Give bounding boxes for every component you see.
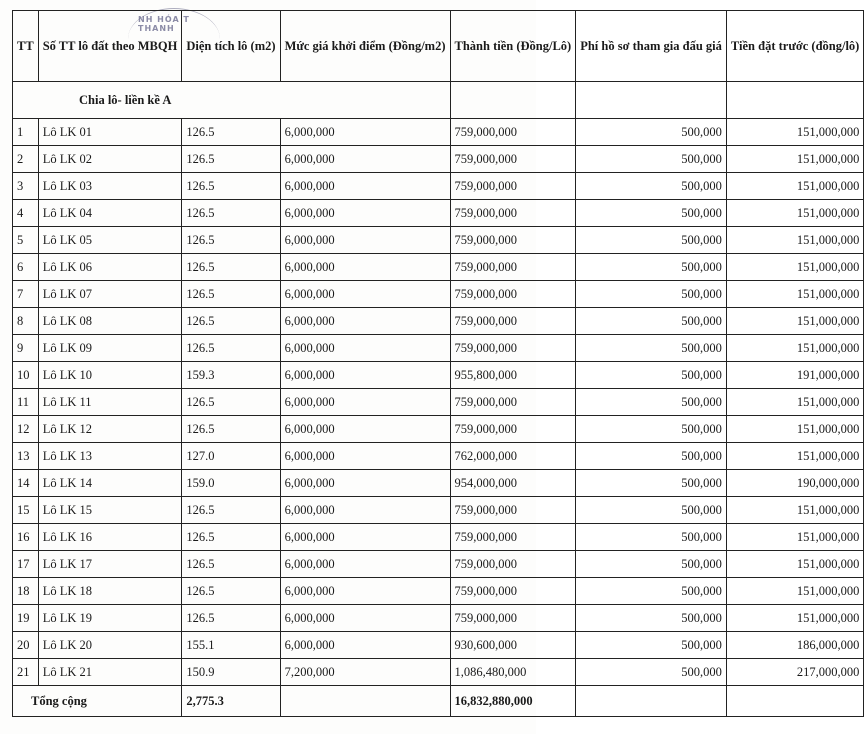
cell-fee: 500,000 xyxy=(576,389,727,416)
totals-label: Tổng cộng xyxy=(13,686,182,717)
cell-fee: 500,000 xyxy=(576,551,727,578)
cell-lot-number: Lô LK 18 xyxy=(38,578,182,605)
header-fee: Phí hồ sơ tham gia đấu giá xyxy=(576,11,727,82)
cell-area: 126.5 xyxy=(182,605,280,632)
cell-deposit: 151,000,000 xyxy=(726,146,863,173)
cell-tt: 3 xyxy=(13,173,39,200)
cell-fee: 500,000 xyxy=(576,605,727,632)
cell-starting-price: 6,000,000 xyxy=(280,470,450,497)
cell-starting-price: 6,000,000 xyxy=(280,443,450,470)
cell-fee: 500,000 xyxy=(576,524,727,551)
cell-lot-number: Lô LK 15 xyxy=(38,497,182,524)
cell-tt: 21 xyxy=(13,659,39,686)
cell-lot-number: Lô LK 09 xyxy=(38,335,182,362)
table-header-row xyxy=(13,11,864,82)
cell-fee: 500,000 xyxy=(576,578,727,605)
cell-deposit: 217,000,000 xyxy=(726,659,863,686)
header-total-amount: Thành tiền (Đồng/Lô) xyxy=(450,11,576,82)
table-row xyxy=(13,659,864,686)
table-row xyxy=(13,497,864,524)
cell-total-amount: 759,000,000 xyxy=(450,200,576,227)
cell-fee: 500,000 xyxy=(576,254,727,281)
cell-total-amount: 1,086,480,000 xyxy=(450,659,576,686)
cell-tt: 5 xyxy=(13,227,39,254)
cell-starting-price: 6,000,000 xyxy=(280,227,450,254)
cell-deposit: 151,000,000 xyxy=(726,416,863,443)
totals-amount: 16,832,880,000 xyxy=(450,686,576,717)
cell-area: 126.5 xyxy=(182,389,280,416)
cell-area: 155.1 xyxy=(182,632,280,659)
cell-lot-number: Lô LK 14 xyxy=(38,470,182,497)
cell-lot-number: Lô LK 06 xyxy=(38,254,182,281)
cell-total-amount: 759,000,000 xyxy=(450,551,576,578)
cell-total-amount: 759,000,000 xyxy=(450,308,576,335)
header-lot-number: Số TT lô đất theo MBQH xyxy=(38,11,182,82)
section-row xyxy=(13,82,864,119)
cell-tt: 13 xyxy=(13,443,39,470)
cell-tt: 16 xyxy=(13,524,39,551)
header-starting-price: Mức giá khởi điểm (Đồng/m2) xyxy=(280,11,450,82)
cell-area: 126.5 xyxy=(182,254,280,281)
totals-empty-cell xyxy=(280,686,450,717)
cell-total-amount: 759,000,000 xyxy=(450,119,576,146)
cell-tt: 20 xyxy=(13,632,39,659)
cell-total-amount: 759,000,000 xyxy=(450,227,576,254)
cell-area: 126.5 xyxy=(182,335,280,362)
cell-starting-price: 7,200,000 xyxy=(280,659,450,686)
cell-deposit: 151,000,000 xyxy=(726,497,863,524)
cell-total-amount: 955,800,000 xyxy=(450,362,576,389)
cell-deposit: 151,000,000 xyxy=(726,605,863,632)
header-area: Diện tích lô (m2) xyxy=(182,11,280,82)
cell-starting-price: 6,000,000 xyxy=(280,524,450,551)
cell-fee: 500,000 xyxy=(576,173,727,200)
section-empty-cell xyxy=(726,82,863,119)
table-row xyxy=(13,227,864,254)
cell-lot-number: Lô LK 16 xyxy=(38,524,182,551)
cell-tt: 6 xyxy=(13,254,39,281)
cell-fee: 500,000 xyxy=(576,362,727,389)
cell-lot-number: Lô LK 17 xyxy=(38,551,182,578)
cell-lot-number: Lô LK 08 xyxy=(38,308,182,335)
cell-total-amount: 759,000,000 xyxy=(450,173,576,200)
section-empty-cell xyxy=(450,82,576,119)
cell-area: 126.5 xyxy=(182,173,280,200)
cell-deposit: 151,000,000 xyxy=(726,254,863,281)
cell-total-amount: 759,000,000 xyxy=(450,497,576,524)
cell-total-amount: 759,000,000 xyxy=(450,605,576,632)
cell-tt: 4 xyxy=(13,200,39,227)
table-row xyxy=(13,524,864,551)
cell-fee: 500,000 xyxy=(576,335,727,362)
cell-total-amount: 759,000,000 xyxy=(450,281,576,308)
cell-starting-price: 6,000,000 xyxy=(280,254,450,281)
cell-total-amount: 759,000,000 xyxy=(450,416,576,443)
table-row xyxy=(13,551,864,578)
cell-fee: 500,000 xyxy=(576,416,727,443)
cell-deposit: 151,000,000 xyxy=(726,173,863,200)
table-row xyxy=(13,605,864,632)
cell-tt: 10 xyxy=(13,362,39,389)
cell-starting-price: 6,000,000 xyxy=(280,497,450,524)
cell-lot-number: Lô LK 12 xyxy=(38,416,182,443)
cell-area: 150.9 xyxy=(182,659,280,686)
table-row xyxy=(13,173,864,200)
section-label: Chia lô- liền kề A xyxy=(13,82,451,119)
cell-tt: 7 xyxy=(13,281,39,308)
cell-deposit: 186,000,000 xyxy=(726,632,863,659)
cell-deposit: 190,000,000 xyxy=(726,470,863,497)
table-row xyxy=(13,416,864,443)
totals-empty-cell xyxy=(576,686,727,717)
cell-lot-number: Lô LK 10 xyxy=(38,362,182,389)
table-row xyxy=(13,362,864,389)
cell-tt: 15 xyxy=(13,497,39,524)
cell-area: 126.5 xyxy=(182,416,280,443)
cell-area: 159.0 xyxy=(182,470,280,497)
cell-deposit: 151,000,000 xyxy=(726,551,863,578)
cell-tt: 19 xyxy=(13,605,39,632)
cell-total-amount: 759,000,000 xyxy=(450,254,576,281)
totals-empty-cell xyxy=(726,686,863,717)
stamp-text: NH HÓA T THANH xyxy=(138,15,190,33)
cell-lot-number: Lô LK 02 xyxy=(38,146,182,173)
cell-lot-number: Lô LK 04 xyxy=(38,200,182,227)
cell-area: 159.3 xyxy=(182,362,280,389)
cell-deposit: 151,000,000 xyxy=(726,308,863,335)
cell-area: 126.5 xyxy=(182,551,280,578)
cell-lot-number: Lô LK 21 xyxy=(38,659,182,686)
cell-area: 127.0 xyxy=(182,443,280,470)
cell-deposit: 151,000,000 xyxy=(726,335,863,362)
cell-deposit: 151,000,000 xyxy=(726,281,863,308)
cell-total-amount: 759,000,000 xyxy=(450,389,576,416)
cell-tt: 17 xyxy=(13,551,39,578)
cell-fee: 500,000 xyxy=(576,308,727,335)
cell-lot-number: Lô LK 07 xyxy=(38,281,182,308)
totals-area: 2,775.3 xyxy=(182,686,280,717)
table-row xyxy=(13,632,864,659)
cell-tt: 11 xyxy=(13,389,39,416)
cell-starting-price: 6,000,000 xyxy=(280,416,450,443)
cell-deposit: 151,000,000 xyxy=(726,200,863,227)
table-row xyxy=(13,200,864,227)
cell-fee: 500,000 xyxy=(576,470,727,497)
header-deposit: Tiền đặt trước (đồng/lô) xyxy=(726,11,863,82)
cell-deposit: 191,000,000 xyxy=(726,362,863,389)
cell-starting-price: 6,000,000 xyxy=(280,605,450,632)
cell-deposit: 151,000,000 xyxy=(726,443,863,470)
cell-area: 126.5 xyxy=(182,146,280,173)
header-tt: TT xyxy=(13,11,39,82)
cell-starting-price: 6,000,000 xyxy=(280,173,450,200)
cell-lot-number: Lô LK 01 xyxy=(38,119,182,146)
cell-tt: 2 xyxy=(13,146,39,173)
cell-starting-price: 6,000,000 xyxy=(280,551,450,578)
table-row xyxy=(13,308,864,335)
cell-tt: 1 xyxy=(13,119,39,146)
cell-total-amount: 759,000,000 xyxy=(450,578,576,605)
cell-total-amount: 759,000,000 xyxy=(450,524,576,551)
cell-fee: 500,000 xyxy=(576,632,727,659)
table-row xyxy=(13,146,864,173)
table-row xyxy=(13,335,864,362)
table-row xyxy=(13,254,864,281)
cell-fee: 500,000 xyxy=(576,497,727,524)
cell-starting-price: 6,000,000 xyxy=(280,578,450,605)
cell-starting-price: 6,000,000 xyxy=(280,119,450,146)
cell-starting-price: 6,000,000 xyxy=(280,362,450,389)
cell-starting-price: 6,000,000 xyxy=(280,632,450,659)
cell-deposit: 151,000,000 xyxy=(726,389,863,416)
section-empty-cell xyxy=(576,82,727,119)
table-row xyxy=(13,443,864,470)
cell-total-amount: 759,000,000 xyxy=(450,146,576,173)
cell-lot-number: Lô LK 20 xyxy=(38,632,182,659)
table-row xyxy=(13,119,864,146)
cell-area: 126.5 xyxy=(182,497,280,524)
auction-lots-table xyxy=(12,10,864,717)
table-body xyxy=(13,82,864,686)
cell-fee: 500,000 xyxy=(576,146,727,173)
cell-area: 126.5 xyxy=(182,119,280,146)
cell-starting-price: 6,000,000 xyxy=(280,308,450,335)
cell-fee: 500,000 xyxy=(576,659,727,686)
cell-total-amount: 930,600,000 xyxy=(450,632,576,659)
cell-lot-number: Lô LK 05 xyxy=(38,227,182,254)
cell-starting-price: 6,000,000 xyxy=(280,281,450,308)
cell-lot-number: Lô LK 03 xyxy=(38,173,182,200)
cell-total-amount: 762,000,000 xyxy=(450,443,576,470)
cell-tt: 12 xyxy=(13,416,39,443)
cell-lot-number: Lô LK 11 xyxy=(38,389,182,416)
cell-lot-number: Lô LK 19 xyxy=(38,605,182,632)
cell-tt: 14 xyxy=(13,470,39,497)
cell-fee: 500,000 xyxy=(576,281,727,308)
cell-total-amount: 759,000,000 xyxy=(450,335,576,362)
cell-tt: 8 xyxy=(13,308,39,335)
cell-lot-number: Lô LK 13 xyxy=(38,443,182,470)
cell-starting-price: 6,000,000 xyxy=(280,200,450,227)
cell-area: 126.5 xyxy=(182,578,280,605)
cell-area: 126.5 xyxy=(182,281,280,308)
cell-deposit: 151,000,000 xyxy=(726,524,863,551)
cell-area: 126.5 xyxy=(182,200,280,227)
cell-starting-price: 6,000,000 xyxy=(280,335,450,362)
cell-tt: 18 xyxy=(13,578,39,605)
cell-starting-price: 6,000,000 xyxy=(280,146,450,173)
cell-deposit: 151,000,000 xyxy=(726,119,863,146)
totals-row xyxy=(13,686,864,717)
table-row xyxy=(13,281,864,308)
cell-area: 126.5 xyxy=(182,227,280,254)
table-row xyxy=(13,578,864,605)
cell-fee: 500,000 xyxy=(576,119,727,146)
cell-total-amount: 954,000,000 xyxy=(450,470,576,497)
table-row xyxy=(13,470,864,497)
cell-deposit: 151,000,000 xyxy=(726,578,863,605)
cell-area: 126.5 xyxy=(182,308,280,335)
cell-deposit: 151,000,000 xyxy=(726,227,863,254)
cell-starting-price: 6,000,000 xyxy=(280,389,450,416)
cell-fee: 500,000 xyxy=(576,200,727,227)
cell-area: 126.5 xyxy=(182,524,280,551)
cell-fee: 500,000 xyxy=(576,227,727,254)
cell-fee: 500,000 xyxy=(576,443,727,470)
cell-tt: 9 xyxy=(13,335,39,362)
table-row xyxy=(13,389,864,416)
